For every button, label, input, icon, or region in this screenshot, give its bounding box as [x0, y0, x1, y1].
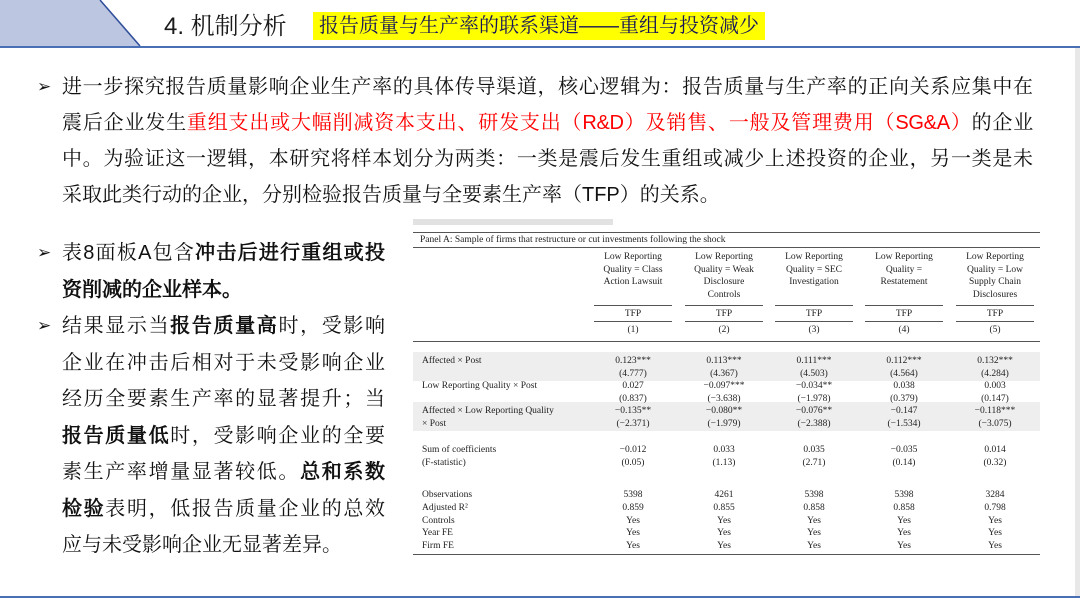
- column-header-line: Disclosures: [972, 289, 1018, 300]
- column-header-line: Investigation: [789, 277, 839, 287]
- summary-value: Yes: [717, 541, 731, 551]
- column-header-line: Quality = Low: [966, 264, 1024, 275]
- table-panel-title: Panel A: Sample of firms that restructure or cut investments following the shock: [420, 235, 726, 245]
- coefficient-value: 0.033: [713, 445, 735, 455]
- coefficient-value: 0.014: [984, 445, 1006, 455]
- test-statistic-value: (−3.075): [978, 419, 1012, 429]
- coefficient-value: −0.147: [890, 406, 918, 416]
- summary-value: 5398: [894, 490, 914, 500]
- test-statistic-value: (0.147): [981, 394, 1009, 404]
- test-statistic-value: (1.13): [712, 458, 736, 468]
- point-bold-text: 报告质量低: [62, 424, 171, 447]
- dependent-variable-rule: [594, 321, 672, 322]
- summary-value: Yes: [897, 541, 911, 551]
- bullet-arrow-icon: ➢: [37, 316, 52, 336]
- coefficient-value: 0.132***: [977, 356, 1013, 366]
- column-number-rule: [413, 341, 1040, 342]
- highlighted-subtitle: 报告质量与生产率的联系渠道——重组与投资减少: [313, 12, 765, 40]
- summary-value: 0.858: [893, 502, 915, 513]
- column-header-line: Controls: [707, 289, 741, 300]
- intro-line: [62, 177, 1033, 213]
- coefficient-value: −0.097***: [703, 381, 745, 391]
- test-statistic-value: (0.837): [619, 394, 647, 404]
- summary-value: Yes: [717, 528, 731, 539]
- point-bold-text: 资削减的企业样本。: [62, 278, 242, 301]
- intro-line: [37, 69, 1033, 105]
- column-header-rule: [865, 305, 943, 306]
- test-statistic-value: (2.71): [802, 458, 826, 468]
- dependent-variable-label: TFP: [986, 308, 1004, 319]
- summary-value: 5398: [623, 490, 643, 500]
- test-statistic-value: (0.14): [892, 458, 916, 468]
- header-corner-shape: [0, 0, 150, 48]
- coefficient-value: 0.112***: [886, 356, 922, 366]
- test-statistic-value: (4.777): [619, 369, 647, 379]
- point-text: 企业在冲击后相对于未受影响企业: [62, 351, 385, 374]
- slide-right-border: [1075, 48, 1080, 596]
- summary-value: 4261: [714, 490, 734, 500]
- bullet-arrow-icon: ➢: [37, 243, 52, 263]
- row-label: Affected × Post: [422, 356, 482, 366]
- point-bold-text: 检验: [62, 497, 106, 520]
- test-statistic-value: (4.564): [890, 369, 918, 379]
- summary-value: 0.798: [984, 502, 1006, 513]
- point-text: 时，受影响: [278, 315, 386, 337]
- point-text: 表明，低报告质量企业的总效: [105, 497, 386, 520]
- test-statistic-value: (0.379): [890, 394, 918, 404]
- dependent-variable-rule: [956, 321, 1034, 322]
- point-text: 经历全要素生产率的显著提升；当: [62, 388, 385, 410]
- test-statistic-value: (0.32): [983, 458, 1007, 468]
- intro-emphasis-text: 重组支出或大幅削减资本支出、研发支出（R&D）及销售、一般及管理费用（SG&A）: [186, 112, 972, 134]
- test-statistic-value: (0.05): [621, 458, 645, 468]
- coefficient-value: 0.035: [803, 445, 825, 455]
- point-line: [37, 235, 386, 272]
- column-header-line: Quality = Weak: [694, 264, 754, 275]
- column-header-rule: [775, 305, 853, 306]
- dependent-variable-label: TFP: [624, 308, 642, 319]
- coefficient-value: 0.027: [622, 381, 644, 391]
- column-number: (1): [627, 324, 639, 335]
- test-statistic-value: (4.284): [981, 369, 1009, 379]
- point-bold-text: 总和系数: [300, 461, 386, 483]
- point-line: [62, 491, 385, 528]
- dependent-variable-label: TFP: [805, 308, 823, 319]
- coefficient-value: 0.003: [984, 381, 1006, 391]
- column-number: (4): [898, 324, 910, 335]
- coefficient-value: −0.080**: [705, 406, 743, 416]
- column-header-line: Low Reporting: [695, 252, 753, 262]
- dependent-variable-rule: [685, 321, 763, 322]
- summary-value: Yes: [807, 541, 821, 551]
- summary-value: Yes: [717, 515, 731, 526]
- summary-value: 5398: [804, 490, 824, 500]
- coefficient-value: −0.035: [890, 445, 918, 455]
- column-header-line: Disclosure: [703, 277, 745, 287]
- test-statistic-value: (4.367): [710, 369, 738, 379]
- row-label: Low Reporting Quality × Post: [422, 381, 538, 391]
- summary-row-label: Controls: [422, 515, 455, 526]
- column-header-line: Low Reporting: [966, 252, 1024, 262]
- point-text: 时，受影响企业的全要: [170, 424, 386, 447]
- intro-line: [62, 141, 1033, 177]
- column-header-rule: [956, 305, 1034, 306]
- summary-value: Yes: [988, 528, 1002, 539]
- point-line: [62, 418, 385, 455]
- summary-value: 0.858: [803, 502, 825, 513]
- row-label: Affected × Low Reporting Quality: [422, 406, 554, 416]
- row-label: × Post: [422, 419, 447, 429]
- summary-value: Yes: [626, 541, 640, 551]
- summary-value: Yes: [626, 528, 640, 539]
- point-text: 素生产率增量显著较低。: [62, 461, 301, 483]
- column-header-line: Action Lawsuit: [603, 277, 663, 287]
- column-header-line: Restatement: [880, 277, 928, 287]
- point-line: [37, 308, 386, 345]
- results-bullets: [37, 235, 386, 564]
- column-header-line: Supply Chain: [969, 277, 1021, 287]
- coefficient-value: 0.113***: [706, 356, 742, 366]
- header-divider: [0, 46, 1080, 48]
- coefficient-value: 0.123***: [615, 356, 651, 366]
- column-header-line: Low Reporting: [875, 252, 933, 262]
- table-bottom-rule: [413, 554, 1040, 555]
- summary-value: 0.859: [622, 502, 644, 513]
- summary-value: Yes: [897, 528, 911, 539]
- summary-row-label: Year FE: [422, 528, 453, 539]
- point-text: 表8面板A包含: [62, 242, 196, 264]
- column-number: (5): [989, 324, 1001, 335]
- coefficient-value: 0.111***: [796, 356, 832, 366]
- row-label: (F-statistic): [422, 458, 466, 468]
- summary-value: Yes: [807, 528, 821, 539]
- dependent-variable-label: TFP: [715, 308, 733, 319]
- point-line: [62, 345, 385, 382]
- coefficient-value: −0.076**: [795, 406, 833, 416]
- point-bold-text: 冲击后进行重组或投: [195, 242, 386, 264]
- summary-row-label: Observations: [422, 490, 473, 500]
- column-header-line: Low Reporting: [604, 252, 662, 262]
- dependent-variable-label: TFP: [895, 308, 913, 319]
- coefficient-value: −0.118***: [974, 406, 1016, 416]
- summary-value: Yes: [807, 515, 821, 526]
- intro-text: 进一步探究报告质量影响企业生产率的具体传导渠道，核心逻辑为：报告质量与生产率的正向关系应集中在: [62, 76, 1033, 98]
- column-header-line: Quality =: [885, 264, 923, 275]
- intro-text: 震后企业发生: [62, 112, 187, 134]
- test-statistic-value: (4.503): [800, 369, 828, 379]
- test-statistic-value: (−1.978): [797, 394, 831, 404]
- column-header-line: Quality = SEC: [785, 264, 843, 275]
- intro-paragraph: [37, 69, 1033, 213]
- coefficient-value: −0.012: [619, 445, 647, 455]
- summary-value: Yes: [988, 515, 1002, 526]
- column-number: (2): [718, 324, 730, 335]
- point-line: [62, 527, 385, 564]
- intro-text: 采取此类行动的企业，分别检验报告质量与全要素生产率（TFP）的关系。: [62, 184, 720, 206]
- section-title: 4. 机制分析: [164, 13, 287, 40]
- panel-title-rule: [413, 247, 1040, 248]
- footer-divider: [0, 596, 1080, 598]
- coefficient-value: 0.038: [893, 381, 915, 391]
- column-header-line: Quality = Class: [603, 264, 663, 275]
- row-label: Sum of coefficients: [422, 445, 497, 455]
- point-line: [62, 381, 385, 418]
- coefficient-value: −0.034**: [795, 381, 833, 391]
- intro-text: 的企业: [971, 112, 1033, 134]
- intro-text: 中。为验证这一逻辑，本研究将样本划分为两类：一类是震后发生重组或减少上述投资的企业，另一类是未: [62, 148, 1033, 170]
- summary-value: Yes: [897, 515, 911, 526]
- test-statistic-value: (−2.388): [797, 419, 831, 429]
- column-header-line: Low Reporting: [785, 252, 843, 262]
- test-statistic-value: (−1.979): [707, 419, 741, 429]
- test-statistic-value: (−3.638): [707, 394, 741, 404]
- column-header-rule: [685, 305, 763, 306]
- dependent-variable-rule: [865, 321, 943, 322]
- point-bold-text: 报告质量高: [170, 315, 279, 337]
- intro-line: [62, 105, 1033, 141]
- point-text: 结果显示当: [62, 315, 171, 337]
- column-header-rule: [594, 305, 672, 306]
- regression-results-table: [413, 215, 1040, 560]
- test-statistic-value: (−1.534): [887, 419, 921, 429]
- point-line: [62, 272, 385, 309]
- summary-row-label: Adjusted R²: [422, 502, 468, 513]
- point-line: [62, 454, 385, 491]
- summary-value: 0.855: [713, 502, 735, 513]
- point-text: 应与未受影响企业无显著差异。: [62, 534, 342, 556]
- column-number: (3): [808, 324, 820, 335]
- summary-row-label: Firm FE: [422, 541, 454, 551]
- test-statistic-value: (−2.371): [616, 419, 650, 429]
- slide-header: [0, 0, 1080, 48]
- summary-value: 3284: [985, 490, 1005, 500]
- dependent-variable-rule: [775, 321, 853, 322]
- coefficient-value: −0.135**: [614, 406, 652, 416]
- cropped-caption-fragment: [413, 219, 613, 225]
- table-top-rule: [413, 232, 1040, 233]
- summary-value: Yes: [988, 541, 1002, 551]
- summary-value: Yes: [626, 515, 640, 526]
- bullet-arrow-icon: ➢: [37, 77, 52, 97]
